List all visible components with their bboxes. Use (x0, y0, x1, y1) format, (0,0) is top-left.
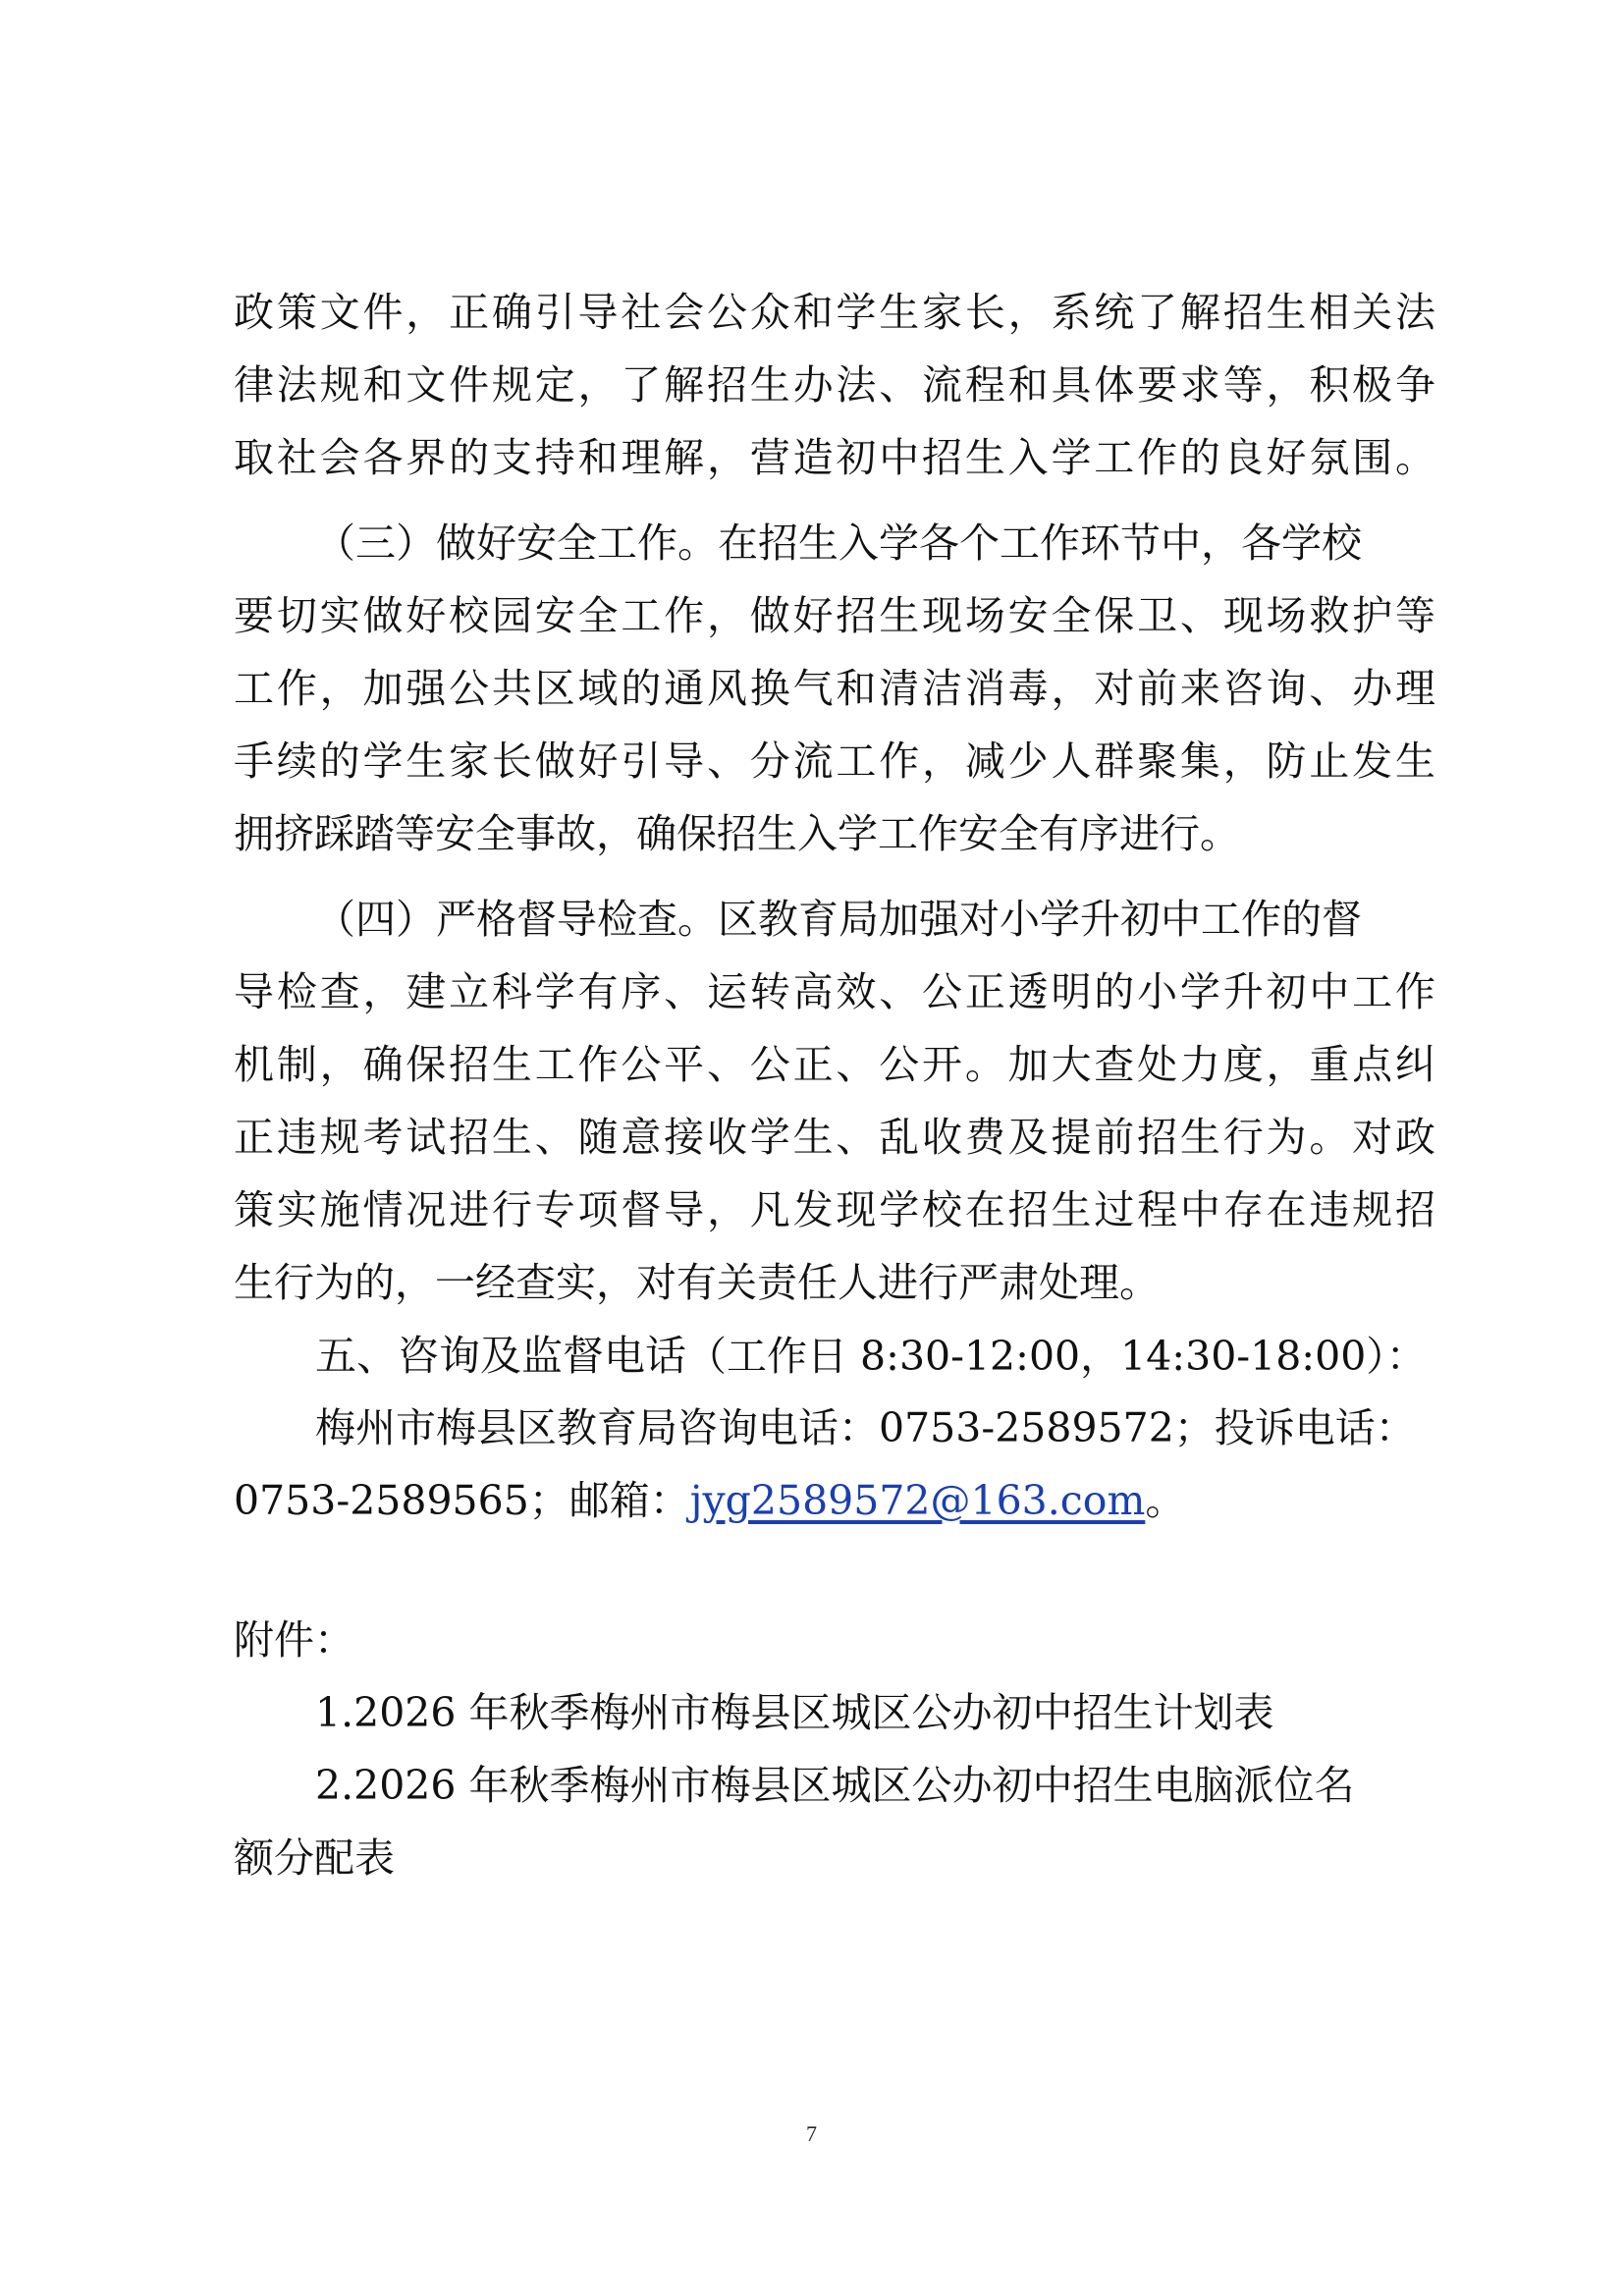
paragraph-3-line-3: 机 制 ， 确 保 招 生 工 作 公 平 、 公 正 、 公 开 。 加 大 查 处 力 度 ， 重 点 纠 (234, 1041, 1435, 1088)
paragraph-3-line-4: 正 违 规 考 试 招 生 、 随 意 接 收 学 生 、 乱 收 费 及 提 前 招 生 行 为 。 对 政 (234, 1114, 1435, 1161)
paragraph-2-line-5: 拥挤踩踏等安全事故，确保招生入学工作安全有序进行。 (234, 810, 1240, 857)
paragraph-3-line-6: 生行为的，一经查实，对有关责任人进行严肃处理。 (234, 1259, 1160, 1306)
attachments-label: 附件： (234, 1616, 354, 1664)
attachment-item-2-line-1: 2.2026 年秋季梅州市梅县区城区公办初中招生电脑派位名 (315, 1762, 1355, 1809)
email-link[interactable]: jyg2589572@163.com (689, 1477, 1146, 1524)
paragraph-3-line-2: 导 检 查 ， 建 立 科 学 有 序 、 运 转 高 效 、 公 正 透 明 的 小 学 升 初 中 工 作 (234, 968, 1435, 1015)
section-5-heading: 五、咨询及监督电话 (315, 1332, 687, 1380)
section-5-contact-line-1: 梅州市梅县区教育局咨询电话：0753-2589572；投诉电话： (315, 1404, 1416, 1451)
section-5-heading-line (315, 1331, 1427, 1382)
section-5-hours: （工作日 8:30-12:00，14:30-18:00）： (686, 1333, 1427, 1380)
paragraph-3-line-5: 策 实 施 情 况 进 行 专 项 督 导 ， 凡 发 现 学 校 在 招 生 过 程 中 存 在 违 规 招 (234, 1186, 1435, 1233)
paragraph-1-line-3: 取 社 会 各 界 的 支 持 和 理 解 ， 营 造 初 中 招 生 入 学 工 作 的 良 好 氛 围 。 (234, 434, 1435, 481)
paragraph-1-line-1: 政 策 文 件 ， 正 确 引 导 社 会 公 众 和 学 生 家 长 ， 系 统 了 解 招 生 相 关 法 (234, 289, 1435, 336)
paragraph-1-line-2: 律 法 规 和 文 件 规 定 ， 了 解 招 生 办 法 、 流 程 和 具 体 要 求 等 ， 积 极 争 (234, 361, 1435, 409)
paragraph-2-line-2: 要 切 实 做 好 校 园 安 全 工 作 ， 做 好 招 生 现 场 安 全 保 卫 、 现 场 救 护 等 (234, 592, 1435, 639)
sentence-end: 。 (1145, 1477, 1186, 1524)
section-5-contact-line-2 (234, 1475, 1185, 1526)
paragraph-3-line-1: （四）严格督导检查。区教育局加强对小学升初中工作的督 (315, 896, 1362, 943)
attachment-item-2-line-2: 额分配表 (234, 1834, 395, 1882)
page-number: 7 (806, 2121, 817, 2146)
paragraph-2-line-1: （三）做好安全工作。在招生入学各个工作环节中，各学校 (315, 519, 1362, 567)
paragraph-2-line-3: 工 作 ， 加 强 公 共 区 域 的 通 风 换 气 和 清 洁 消 毒 ， 对 前 来 咨 询 、 办 理 (234, 665, 1435, 712)
complaint-phone-text: 0753-2589565；邮箱： (234, 1477, 690, 1524)
paragraph-2-line-4: 手 续 的 学 生 家 长 做 好 引 导 、 分 流 工 作 ， 减 少 人 群 聚 集 ， 防 止 发 生 (234, 738, 1435, 785)
attachment-item-1: 1.2026 年秋季梅州市梅县区城区公办初中招生计划表 (315, 1689, 1274, 1736)
